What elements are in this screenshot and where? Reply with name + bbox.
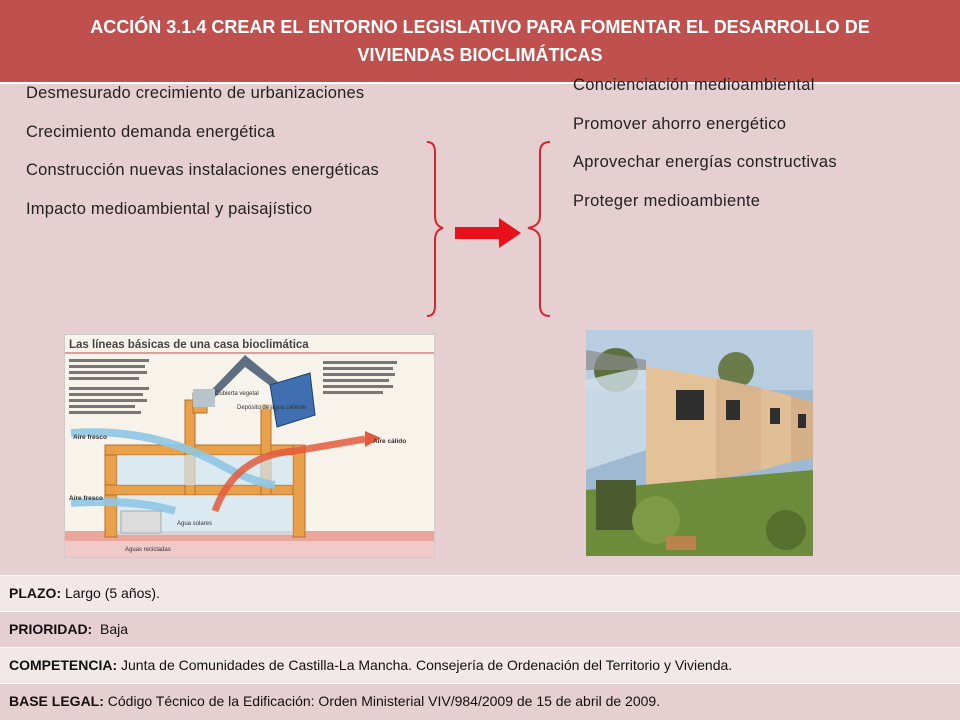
bioclimatic-houses-photo [586,330,813,556]
bioclimatic-house-diagram [64,334,435,558]
competencia-row [0,648,960,683]
problem-item: Desmesurado crecimiento de urbanizaciones [26,84,365,102]
goals-list [573,66,837,220]
competencia-label: COMPETENCIA: [9,657,118,673]
base-legal-label: BASE LEGAL: [9,693,104,709]
problem-item: Impacto medioambiental y paisajístico [26,199,313,218]
plazo-row [0,576,960,611]
label-aire-calido: Aire cálido [373,438,407,445]
label-deposito: Depósito de agua caliente [237,405,307,411]
problems-list [26,74,379,228]
plazo-value: Largo (5 años). [61,585,160,601]
label-aguas-recicladas: Aguas recicladas [125,547,171,553]
base-legal-row [0,684,960,720]
left-list-right-bracket [425,140,447,318]
label-agua-solares: Agua solares [177,521,213,527]
goal-item: Concienciación medioambiental [573,76,815,94]
label-cubierta: Cubierta vegetal [215,391,259,397]
goal-item: Aprovechar energías constructivas [573,153,837,171]
right-arrow-icon [455,218,523,248]
label-aire-fresco: Aire fresco [73,434,107,441]
house-diagram-illustration [65,335,434,557]
goal-item: Promover ahorro energético [573,114,787,133]
problem-item: Crecimiento demanda energética [26,122,276,141]
problem-item: Construcción nuevas instalaciones energéticas [26,161,379,179]
prioridad-row [0,612,960,647]
diagram-title: Las líneas básicas de una casa bioclimática [69,339,309,351]
label-aire-fresco-2: Aire fresco [69,495,103,502]
prioridad-value: Baja [92,621,129,637]
houses-photo-illustration [586,330,813,556]
slide-title: ACCIÓN 3.1.4 CREAR EL ENTORNO LEGISLATIVO PARA FOMENTAR EL DESARROLLO DE VIVIENDAS BIOCLIMÁTICAS [90,17,870,65]
competencia-value: Junta de Comunidades de Castilla-La Mancha. Consejería de Ordenación del Territorio y Vivienda. [117,657,733,673]
prioridad-label: PRIORIDAD: [9,621,93,637]
base-legal-value: Código Técnico de la Edificación: Orden Ministerial VIV/984/2009 de 15 de abril de 2009. [103,693,661,709]
goal-item: Proteger medioambiente [573,191,761,210]
plazo-label: PLAZO: [9,585,62,601]
right-list-left-bracket [524,140,554,318]
